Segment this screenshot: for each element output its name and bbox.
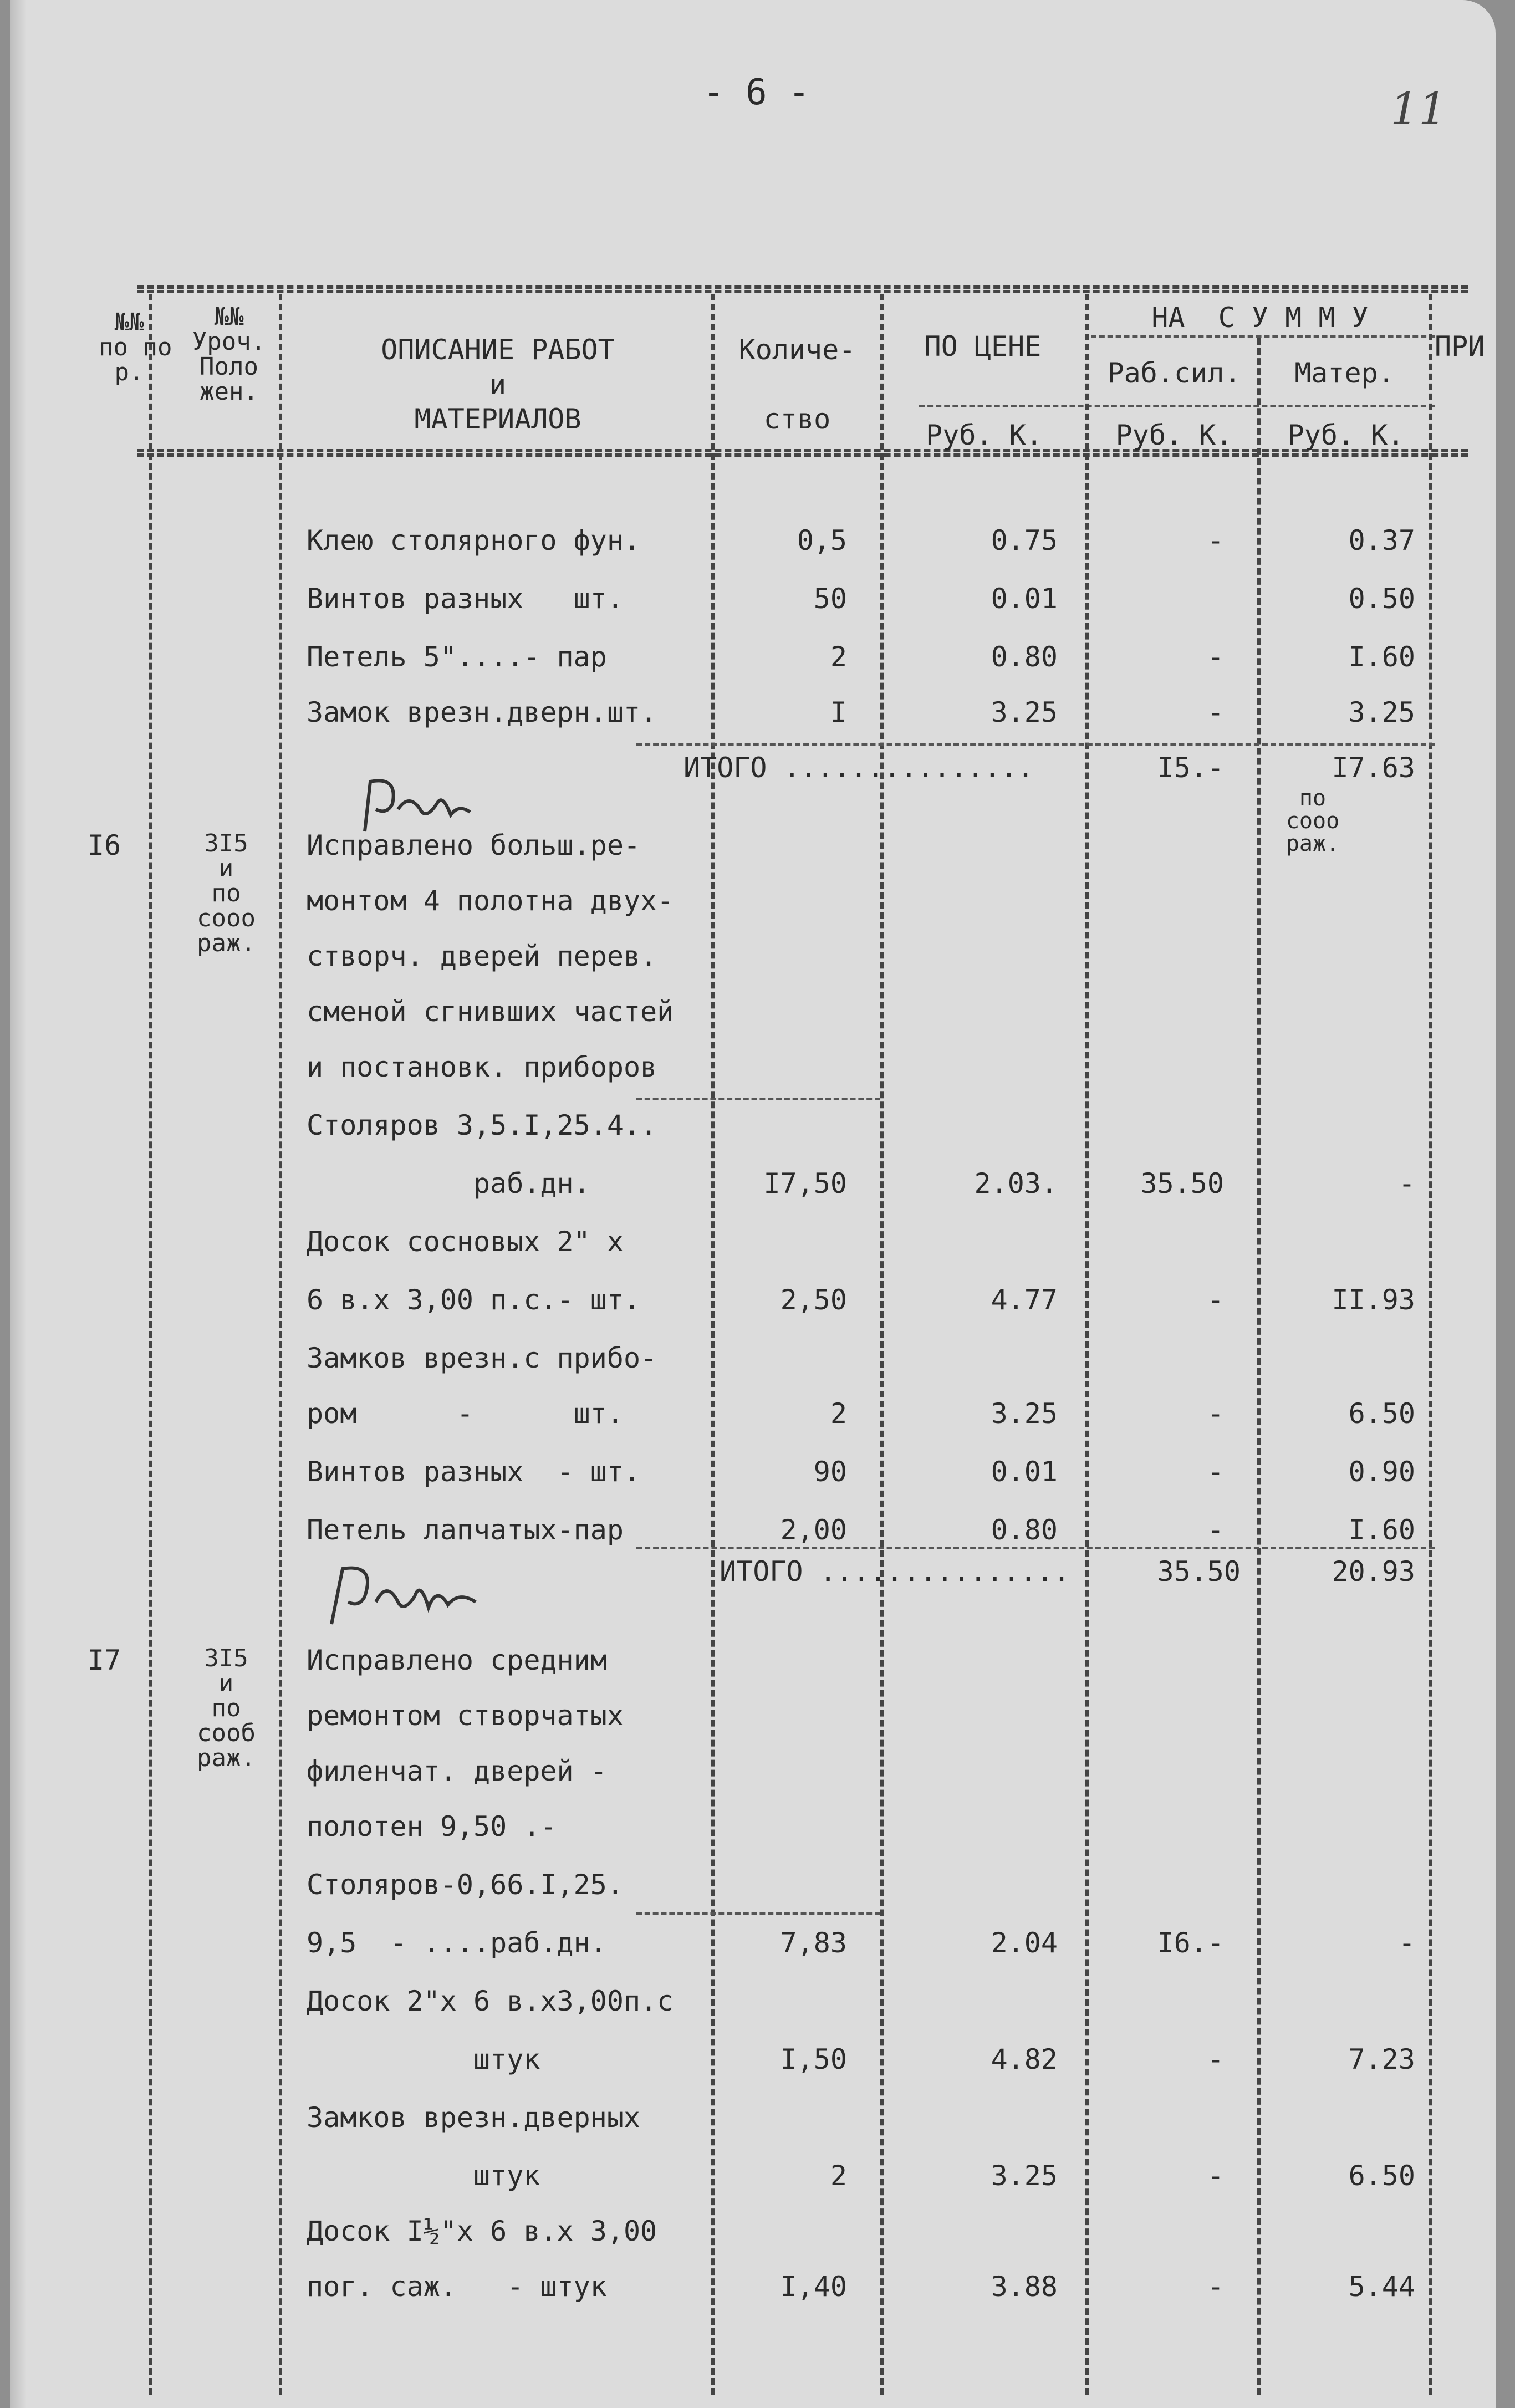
- row-labor: -: [1207, 2043, 1224, 2075]
- col-divider: [1257, 338, 1261, 2395]
- row-description: створч. дверей перев.: [307, 940, 657, 972]
- row-labor: I6.-: [1157, 1927, 1224, 1959]
- row-description: штук: [307, 2160, 540, 2192]
- row-price: 0.01: [991, 1456, 1058, 1488]
- header-rub-k: Руб. К.: [1287, 419, 1405, 451]
- handwritten-signature: [320, 1558, 487, 1630]
- header-rub-rule: [919, 405, 1435, 407]
- row-quantity: 2: [830, 1397, 847, 1430]
- entry-uroch: 3I5 и по сооб раж.: [197, 1644, 256, 1772]
- row-quantity: 7,83: [780, 1927, 847, 1959]
- section-rule: [636, 1912, 880, 1915]
- row-quantity: 2,00: [780, 1514, 847, 1546]
- row-description: сменой сгнивших частей: [307, 996, 674, 1028]
- row-labor: -: [1207, 1397, 1224, 1430]
- row-description: филенчат. дверей -: [307, 1755, 607, 1787]
- row-price: 0.80: [991, 641, 1058, 673]
- row-description: раб.дн.: [307, 1167, 590, 1200]
- row-description: 9,5 - ....раб.дн.: [307, 1927, 607, 1959]
- row-labor: -: [1207, 1456, 1224, 1488]
- row-description: Исправлено средним: [307, 1644, 607, 1676]
- header-note: ПРИ: [1435, 330, 1485, 363]
- row-materials: II.93: [1332, 1284, 1415, 1316]
- row-materials: I.60: [1348, 641, 1415, 673]
- header-bottom-rule: [137, 449, 1468, 457]
- total-label: ИТОГО ...............: [720, 1555, 1070, 1588]
- section-rule: [636, 1098, 880, 1100]
- row-description: ремонтом створчатых: [307, 1700, 624, 1732]
- row-materials: -: [1398, 1927, 1415, 1959]
- row-quantity: I,50: [780, 2043, 847, 2075]
- header-rub-k: Руб. К.: [926, 419, 1043, 451]
- row-quantity: 0,5: [797, 524, 847, 557]
- row-description: 6 в.х 3,00 п.с.- шт.: [307, 1284, 641, 1316]
- row-quantity: 2: [830, 2160, 847, 2192]
- row-price: 2.03.: [974, 1167, 1058, 1200]
- row-description: ром - шт.: [307, 1397, 624, 1430]
- entry-note: по сооо раж.: [1286, 785, 1340, 856]
- row-materials: 0.50: [1348, 583, 1415, 615]
- row-description: Столяров 3,5.I,25.4..: [307, 1109, 657, 1141]
- row-materials: -: [1398, 1167, 1415, 1200]
- row-description: Петель лапчатых-пар: [307, 1514, 624, 1546]
- header-col-price: ПО ЦЕНЕ: [924, 330, 1042, 363]
- total-labor: 35.50: [1157, 1555, 1241, 1588]
- entry-number: I6: [88, 829, 121, 861]
- row-labor: -: [1207, 1514, 1224, 1546]
- row-description: Замков врезн.дверных: [307, 2101, 641, 2134]
- row-labor: -: [1207, 641, 1224, 673]
- row-price: 2.04: [991, 1927, 1058, 1959]
- row-price: 3.25: [991, 696, 1058, 728]
- row-materials: 3.25: [1348, 696, 1415, 728]
- row-labor: -: [1207, 2271, 1224, 2303]
- row-labor: -: [1207, 2160, 1224, 2192]
- page-number: - 6 -: [703, 72, 810, 113]
- col-divider: [149, 294, 152, 2395]
- row-description: монтом 4 полотна двух-: [307, 885, 674, 917]
- row-materials: 5.44: [1348, 2271, 1415, 2303]
- col-divider: [711, 294, 715, 2395]
- row-price: 0.75: [991, 524, 1058, 557]
- row-description: Клею столярного фун.: [307, 524, 641, 557]
- row-description: Замков врезн.с прибо-: [307, 1342, 657, 1374]
- entry-number: I7: [88, 1644, 121, 1676]
- document-page: [10, 0, 1496, 2408]
- col-divider: [1429, 294, 1432, 2395]
- row-labor: -: [1207, 1284, 1224, 1316]
- col-divider: [880, 294, 884, 2395]
- row-price: 4.77: [991, 1284, 1058, 1316]
- header-sub-rule: [1091, 335, 1435, 338]
- row-materials: I.60: [1348, 1514, 1415, 1546]
- row-description: Петель 5"....- пар: [307, 641, 607, 673]
- entry-uroch: 3I5 и по сооо раж.: [197, 829, 256, 957]
- row-materials: 7.23: [1348, 2043, 1415, 2075]
- row-description: Досок сосновых 2" х: [307, 1226, 624, 1258]
- row-price: 0.01: [991, 583, 1058, 615]
- row-materials: 0.37: [1348, 524, 1415, 557]
- row-quantity: I,40: [780, 2271, 847, 2303]
- row-description: Досок I½"х 6 в.х 3,00: [307, 2215, 657, 2247]
- header-na-summu: НА С У М М У: [1151, 302, 1369, 334]
- row-quantity: 90: [813, 1456, 847, 1488]
- row-labor: -: [1207, 524, 1224, 557]
- header-col-number: №№ по по р.: [99, 308, 172, 386]
- row-materials: 6.50: [1348, 2160, 1415, 2192]
- total-materials: 20.93: [1332, 1555, 1415, 1588]
- row-description: Исправлено больш.ре-: [307, 829, 641, 861]
- header-materials: Матер.: [1294, 357, 1395, 389]
- row-description: и постановк. приборов: [307, 1051, 657, 1083]
- row-quantity: I7,50: [763, 1167, 847, 1200]
- header-labor: Раб.сил.: [1107, 357, 1241, 389]
- row-labor: 35.50: [1140, 1167, 1224, 1200]
- total-labor: I5.-: [1157, 752, 1224, 784]
- row-description: Столяров-0,66.I,25.: [307, 1869, 624, 1901]
- folio-number: 11: [1390, 83, 1447, 135]
- row-price: 4.82: [991, 2043, 1058, 2075]
- row-quantity: 2: [830, 641, 847, 673]
- row-description: Винтов разных шт.: [307, 583, 624, 615]
- row-materials: 6.50: [1348, 1397, 1415, 1430]
- row-labor: -: [1207, 696, 1224, 728]
- header-col-uroch: №№ Уроч. Поло жен.: [192, 303, 266, 406]
- row-description: Винтов разных - шт.: [307, 1456, 641, 1488]
- header-col-description: ОПИСАНИЕ РАБОТ и МАТЕРИАЛОВ: [381, 334, 615, 435]
- row-description: штук: [307, 2043, 540, 2075]
- row-price: 3.25: [991, 1397, 1058, 1430]
- col-divider: [1085, 294, 1089, 2395]
- row-description: Замок врезн.дверн.шт.: [307, 696, 657, 728]
- row-description: Досок 2"х 6 в.х3,00п.с: [307, 1985, 674, 2017]
- total-rule: [636, 743, 1435, 746]
- row-materials: 0.90: [1348, 1456, 1415, 1488]
- row-quantity: 50: [813, 583, 847, 615]
- total-materials: I7.63: [1332, 752, 1415, 784]
- total-label: ИТОГО ...............: [683, 752, 1034, 784]
- total-rule: [636, 1547, 1435, 1549]
- col-divider: [279, 294, 282, 2395]
- row-price: 3.25: [991, 2160, 1058, 2192]
- header-rub-k: Руб. К.: [1115, 419, 1233, 451]
- row-description: пог. саж. - штук: [307, 2271, 607, 2303]
- row-description: полотен 9,50 .-: [307, 1810, 557, 1843]
- row-price: 3.88: [991, 2271, 1058, 2303]
- row-quantity: 2,50: [780, 1284, 847, 1316]
- row-quantity: I: [830, 696, 847, 728]
- row-price: 0.80: [991, 1514, 1058, 1546]
- header-col-quantity: Количе- ство: [738, 334, 856, 435]
- handwritten-signature: [354, 771, 487, 843]
- header-top-rule: [137, 285, 1468, 293]
